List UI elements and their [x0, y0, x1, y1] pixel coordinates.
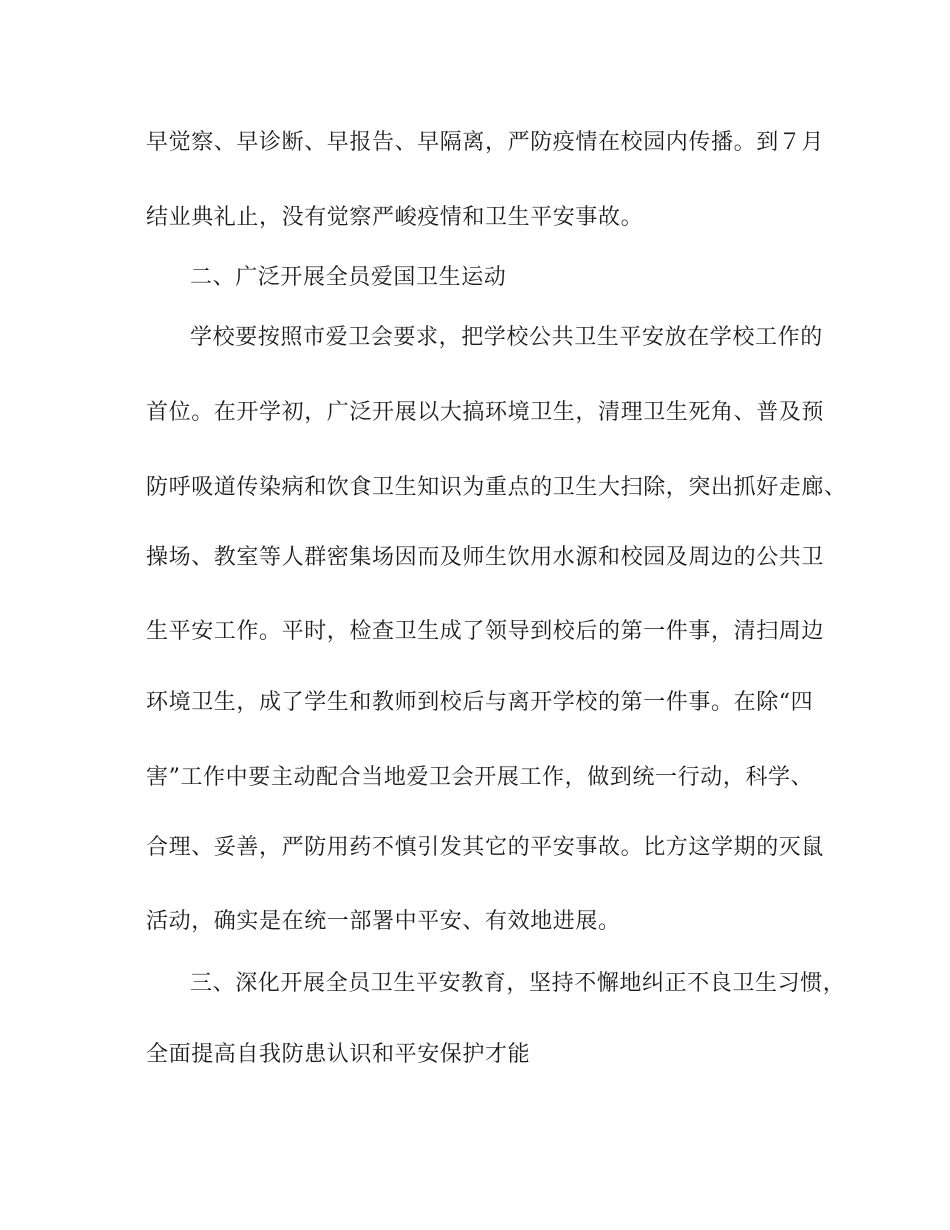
text-line: 早觉察、早诊断、早报告、早隔离，严防疫情在校园内传播。到７月	[146, 130, 825, 155]
section-heading: 三、深化开展全员卫生平安教育，坚持不懈地纠正不良卫生习惯，	[190, 971, 846, 996]
section-heading: 二、广泛开展全员爱国卫生运动	[190, 265, 507, 290]
text-line: 学校要按照市爱卫会要求，把学校公共卫生平安放在学校工作的	[190, 325, 823, 350]
text-line: 合理、妥善，严防用药不慎引发其它的平安事故。比方这学期的灭鼠	[146, 835, 825, 860]
text-line: 活动，确实是在统一部署中平安、有效地进展。	[146, 909, 621, 934]
section-heading-continued: 全面提高自我防患认识和平安保护才能	[146, 1042, 531, 1067]
text-line: 结业典礼止，没有觉察严峻疫情和卫生平安事故。	[146, 205, 644, 230]
text-line: 生平安工作。平时，检查卫生成了领导到校后的第一件事，清扫周边	[146, 619, 825, 644]
text-line: 操场、教室等人群密集场因而及师生饮用水源和校园及周边的公共卫	[146, 545, 825, 570]
text-line: 防呼吸道传染病和饮食卫生知识为重点的卫生大扫除，突出抓好走廊、	[146, 475, 847, 500]
text-line: 害”工作中要主动配合当地爱卫会开展工作，做到统一行动，科学、	[146, 765, 814, 790]
text-line: 首位。在开学初，广泛开展以大搞环境卫生，清理卫生死角、普及预	[146, 400, 825, 425]
text-line: 环境卫生，成了学生和教师到校后与离开学校的第一件事。在除“四	[146, 690, 814, 715]
